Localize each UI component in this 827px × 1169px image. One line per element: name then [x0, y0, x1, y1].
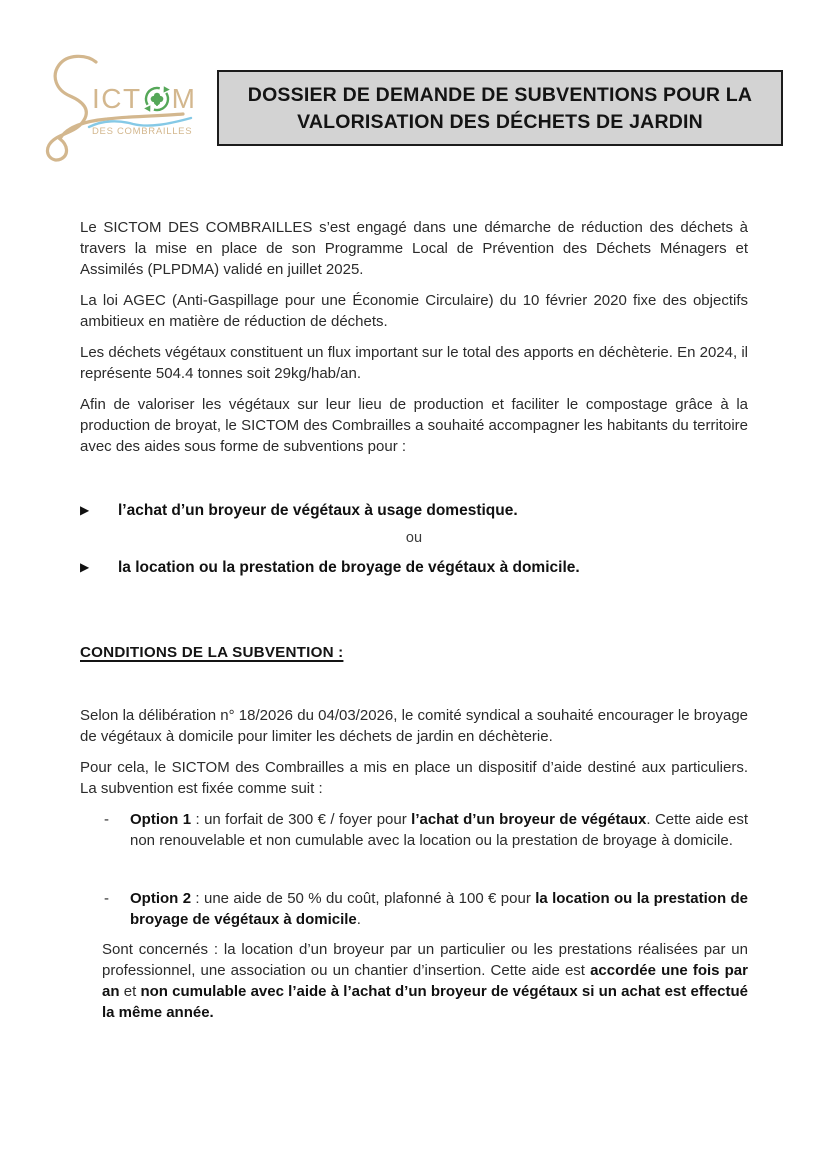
dash-bullet: -: [104, 811, 109, 828]
aid-option-bullet-1: [80, 500, 748, 521]
arrow-bullet-icon: ▶: [80, 560, 90, 574]
intro-paragraph-3: Les déchets végétaux constituent un flux important sur le total des apports en déchèterie. En 2024, il représente 504.4 tonnes soit 29kg/hab/an.: [80, 344, 748, 382]
intro-paragraph-2: La loi AGEC (Anti-Gaspillage pour une Économie Circulaire) du 10 février 2020 fixe des objectifs ambitieux en matière de réduction de déchets.: [80, 292, 748, 330]
logo-wordmark: [92, 85, 196, 113]
document-title-line-1: DOSSIER DE DEMANDE DE SUBVENTIONS POUR LA: [247, 84, 753, 106]
sictom-logo: [33, 53, 198, 173]
logo-letter-m: M: [171, 83, 197, 114]
or-separator: ou: [405, 530, 423, 546]
aid-option-2-text: la location ou la prestation de broyage de végétaux à domicile.: [118, 559, 580, 576]
option-2-text: Option 2 : une aide de 50 % du coût, plafonné à 100 € pour la location ou la prestation de broyage de végétaux à domicile.: [130, 890, 748, 928]
option-1-item: [104, 809, 748, 851]
concerned-paragraph: Sont concernés : la location d’un broyeur par un particulier ou les prestations réalisées par un professionnel, une association ou un chantier d’insertion. Cette aide est accordée une fois par an et non cumulable avec l’aide à l’achat d’un broyeur de végétaux si un achat est effectué la même année.: [102, 941, 748, 1021]
intro-paragraph-4: Afin de valoriser les végétaux sur leur lieu de production et faciliter le compostage grâce à la production de broyat, le SICTOM des Combrailles a souhaité accompagner les habitants du territoire avec des aides sous forme de subventions pour :: [80, 396, 748, 455]
logo-subtitle: DES COMBRAILLES: [92, 126, 193, 137]
conditions-heading: CONDITIONS DE LA SUBVENTION :: [80, 644, 344, 661]
option-1-text: Option 1 : un forfait de 300 € / foyer pour l’achat d’un broyeur de végétaux. Cette aide est non renouvelable et non cumulable avec la location ou la prestation de broyage à domicile.: [130, 811, 748, 849]
intro-paragraph-1: Le SICTOM DES COMBRAILLES s’est engagé dans une démarche de réduction des déchets à travers la mise en place de son Programme Local de Prévention des Déchets Ménagers et Assimilés (PLPDMA) validé en juillet 2025.: [80, 219, 748, 278]
aid-option-bullet-2: [80, 557, 748, 578]
conditions-paragraph-2: Pour cela, le SICTOM des Combrailles a mis en place un dispositif d’aide destiné aux particuliers. La subvention est fixée comme suit :: [80, 759, 748, 797]
arrow-bullet-icon: ▶: [80, 503, 90, 517]
recycle-icon: [143, 85, 171, 113]
document-title-box: [217, 70, 783, 146]
dash-bullet: -: [104, 890, 109, 907]
conditions-paragraph-1: Selon la délibération n° 18/2026 du 04/03/2026, le comité syndical a souhaité encourager le broyage de végétaux à domicile pour limiter les déchets de jardin en déchèterie.: [80, 707, 748, 745]
logo-letters-ict: ICT: [92, 83, 142, 114]
document-title-line-2: VALORISATION DES DÉCHETS DE JARDIN: [297, 111, 703, 133]
option-2-item: [104, 888, 748, 930]
aid-option-1-text: l’achat d’un broyeur de végétaux à usage domestique.: [118, 502, 518, 519]
